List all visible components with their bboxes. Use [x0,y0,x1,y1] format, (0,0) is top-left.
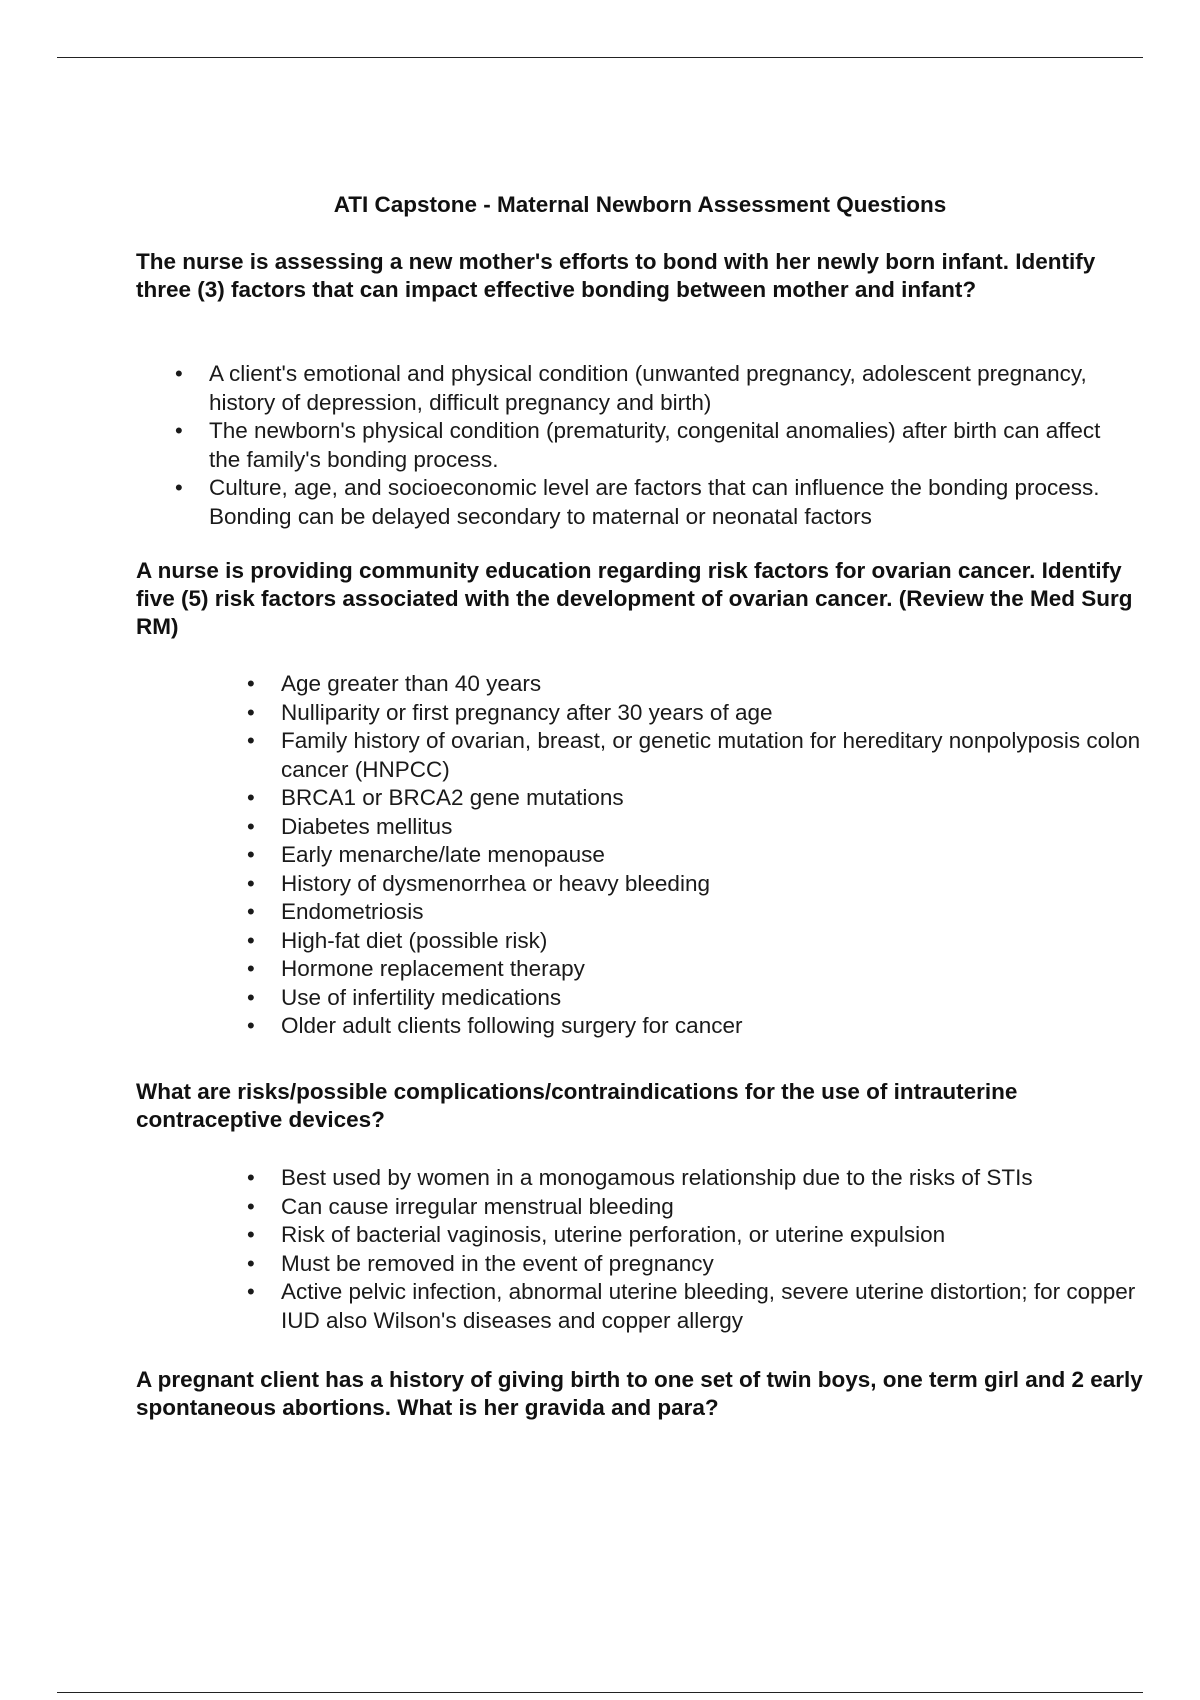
list-item: • Can cause irregular menstrual bleeding [281,1193,1141,1222]
list-item: • Family history of ovarian, breast, or genetic mutation for hereditary nonpolyposis colon cancer (HNPCC) [281,727,1141,784]
question-bonding: The nurse is assessing a new mother's efforts to bond with her newly born infant. Identify three (3) factors that can impact effective bonding between mother and infant? [136,249,1096,302]
list-item: • History of dysmenorrhea or heavy bleeding [281,870,1141,899]
list-item: • Older adult clients following surgery for cancer [281,1012,1141,1041]
list-item: • Age greater than 40 years [281,670,1141,699]
bottom-rule [57,1692,1143,1693]
list-item: • A client's emotional and physical condition (unwanted pregnancy, adolescent pregnancy, history of depression, difficult pregnancy and birth) [209,360,1129,417]
top-rule [57,57,1143,58]
list-item: • Early menarche/late menopause [281,841,1141,870]
question-gravida-para: A pregnant client has a history of giving birth to one set of twin boys, one term girl and 2 early spontaneous abortions. What is her gravida and para? [136,1367,1143,1420]
list-item: • The newborn's physical condition (prematurity, congenital anomalies) after birth can affect the family's bonding process. [209,417,1129,474]
page-title: ATI Capstone - Maternal Newborn Assessment Questions [333,192,947,217]
answer-list-ovarian-cancer [281,670,1141,1041]
list-item: • Risk of bacterial vaginosis, uterine perforation, or uterine expulsion [281,1221,1141,1250]
list-item: • High-fat diet (possible risk) [281,927,1141,956]
list-item: • Best used by women in a monogamous relationship due to the risks of STIs [281,1164,1141,1193]
list-item: • Must be removed in the event of pregnancy [281,1250,1141,1279]
list-item: • Culture, age, and socioeconomic level are factors that can influence the bonding process. Bonding can be delayed secondary to maternal or neonatal factors [209,474,1129,531]
answer-list-iud [281,1164,1141,1335]
list-item: • Use of infertility medications [281,984,1141,1013]
list-item: • Diabetes mellitus [281,813,1141,842]
list-item: • Endometriosis [281,898,1141,927]
question-iud: What are risks/possible complications/contraindications for the use of intrauterine contraceptive devices? [136,1079,1018,1132]
list-item: • Nulliparity or first pregnancy after 30 years of age [281,699,1141,728]
question-ovarian-cancer: A nurse is providing community education regarding risk factors for ovarian cancer. Identify five (5) risk factors associated with the development of ovarian cancer. (Review the Med Surg RM) [136,558,1133,639]
list-item: • BRCA1 or BRCA2 gene mutations [281,784,1141,813]
list-item: • Active pelvic infection, abnormal uterine bleeding, severe uterine distortion; for copper IUD also Wilson's diseases and copper allergy [281,1278,1141,1335]
answer-list-bonding [209,360,1129,531]
list-item: • Hormone replacement therapy [281,955,1141,984]
